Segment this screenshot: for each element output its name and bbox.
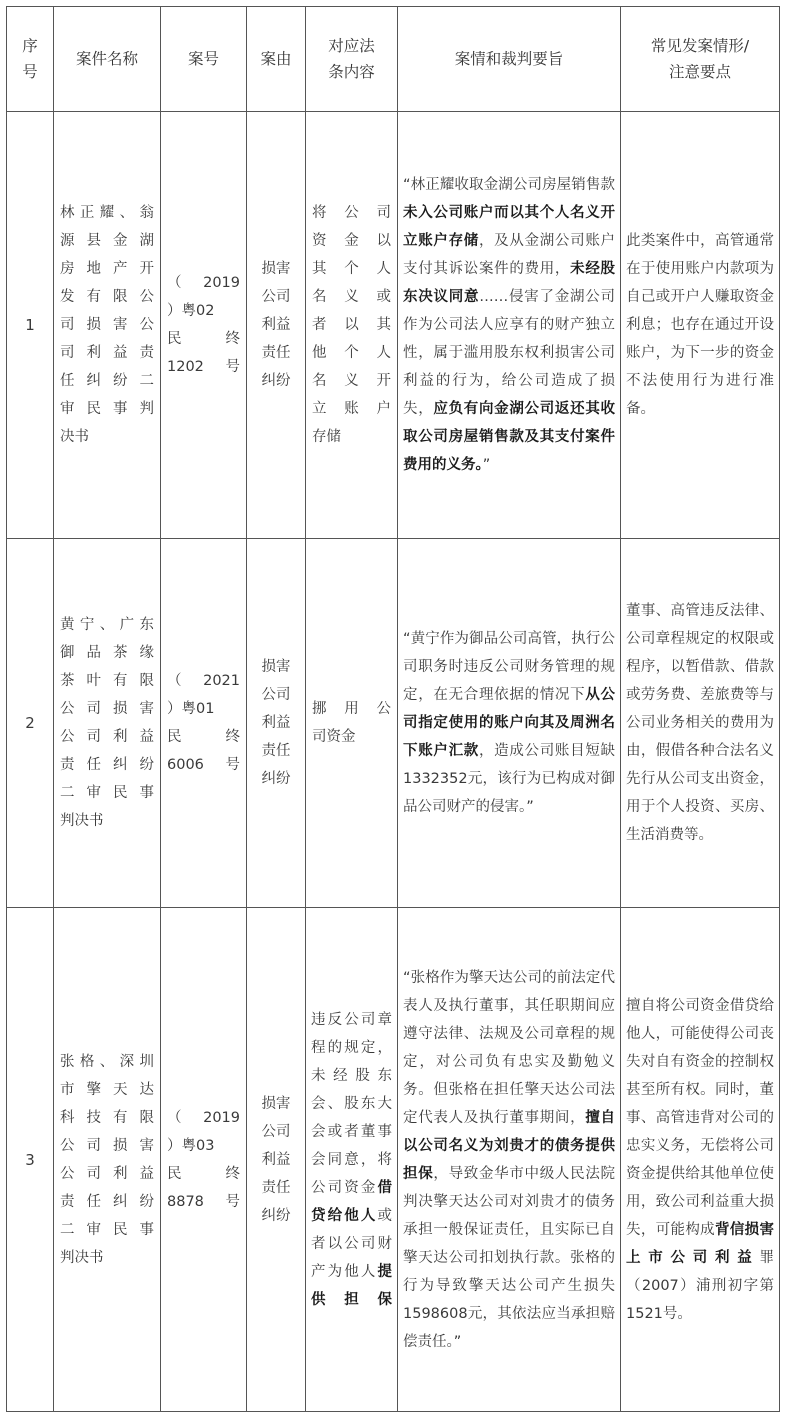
row-cause: 损害 公司 利益 责任 纠纷 — [247, 908, 306, 1412]
header-seq: 序 号 — [7, 7, 54, 112]
row-law: 违反公司章程的规定，未经股东会、股东大会或者董事会同意，将公司资金借贷给他人或者以公司财产为他人提供担保 — [306, 908, 398, 1412]
case-table — [6, 6, 780, 1412]
row-case-name: 林正耀、翁 源县金湖 房地产开 发有限公 司损害公 司利益责 任纠纷二 审民事判 决书 — [54, 112, 161, 539]
table-row — [7, 539, 780, 908]
header-case-number: 案号 — [161, 7, 247, 112]
row-case-name: 张格、深圳 市擎天达 科技有限 公司损害 公司利益 责任纠纷 二审民事 判决书 — [54, 908, 161, 1412]
row-notes: 董事、高管违反法律、公司章程规定的权限或程序，以暂借款、借款或劳务费、差旅费等与公司业务相关的费用为由，假借各种合法名义先行从公司支出资金，用于个人投资、买房、生活消费等。 — [621, 539, 780, 908]
row-facts: “黄宁作为御品公司高管，执行公司职务时违反公司财务管理的规定，在无合理依据的情况下从公司指定使用的账户向其及周洲名下账户汇款，造成公司账目短缺1332352元，该行为已构成对御品公司财产的侵害。” — [398, 539, 621, 908]
header-law: 对应法 条内容 — [306, 7, 398, 112]
row-facts: “林正耀收取金湖公司房屋销售款未入公司账户而以其个人名义开立账户存储，及从金湖公司账户支付其诉讼案件的费用，未经股东决议同意……侵害了金湖公司作为公司法人应享有的财产独立性，属于滥用股东权利损害公司利益的行为，给公司造成了损失，应负有向金湖公司返还其收取公司房屋销售款及其支付案件费用的义务。” — [398, 112, 621, 539]
row-notes: 擅自将公司资金借贷给他人，可能使得公司丧失对自有资金的控制权甚至所有权。同时，董事、高管违背对公司的忠实义务，无偿将公司资金提供给其他单位使用，致公司利益重大损失，可能构成背信损害上市公司利益罪（2007）浦刑初字第1521号。 — [621, 908, 780, 1412]
row-cause: 损害 公司 利益 责任 纠纷 — [247, 539, 306, 908]
row-case-number: （2019 ）粤02 民 终 1202号 — [161, 112, 247, 539]
row-seq: 1 — [7, 112, 54, 539]
header-case-name: 案件名称 — [54, 7, 161, 112]
header-notes: 常见发案情形/ 注意要点 — [621, 7, 780, 112]
header-row — [7, 7, 780, 112]
row-law: 挪用公 司资金 — [306, 539, 398, 908]
row-case-name: 黄宁、广东 御品茶缘 茶叶有限 公司损害 公司利益 责任纠纷 二审民事 判决书 — [54, 539, 161, 908]
row-seq: 2 — [7, 539, 54, 908]
header-facts: 案情和裁判要旨 — [398, 7, 621, 112]
row-notes: 此类案件中，高管通常在于使用账户内款项为自己或开户人赚取资金利息；也存在通过开设账户，为下一步的资金不法使用行为进行准备。 — [621, 112, 780, 539]
row-seq: 3 — [7, 908, 54, 1412]
row-cause: 损害 公司 利益 责任 纠纷 — [247, 112, 306, 539]
table-row — [7, 908, 780, 1412]
row-law: 将公司 资金以 其个人 名义或 者以其 他个人 名义开 立账户 存储 — [306, 112, 398, 539]
header-cause: 案由 — [247, 7, 306, 112]
row-facts: “张格作为擎天达公司的前法定代表人及执行董事，其任职期间应遵守法律、法规及公司章程的规定，对公司负有忠实及勤勉义务。但张格在担任擎天达公司法定代表人及执行董事期间，擅自以公司名义为刘贵才的债务提供担保，导致金华市中级人民法院判决擎天达公司对刘贵才的债务承担一般保证责任，且实际已自擎天达公司扣划执行款。张格的行为导致擎天达公司产生损失1598608元，其依法应当承担赔偿责任。” — [398, 908, 621, 1412]
row-case-number: （2021 ）粤01 民 终 6006号 — [161, 539, 247, 908]
row-case-number: （2019 ）粤03 民 终 8878号 — [161, 908, 247, 1412]
table-row — [7, 112, 780, 539]
